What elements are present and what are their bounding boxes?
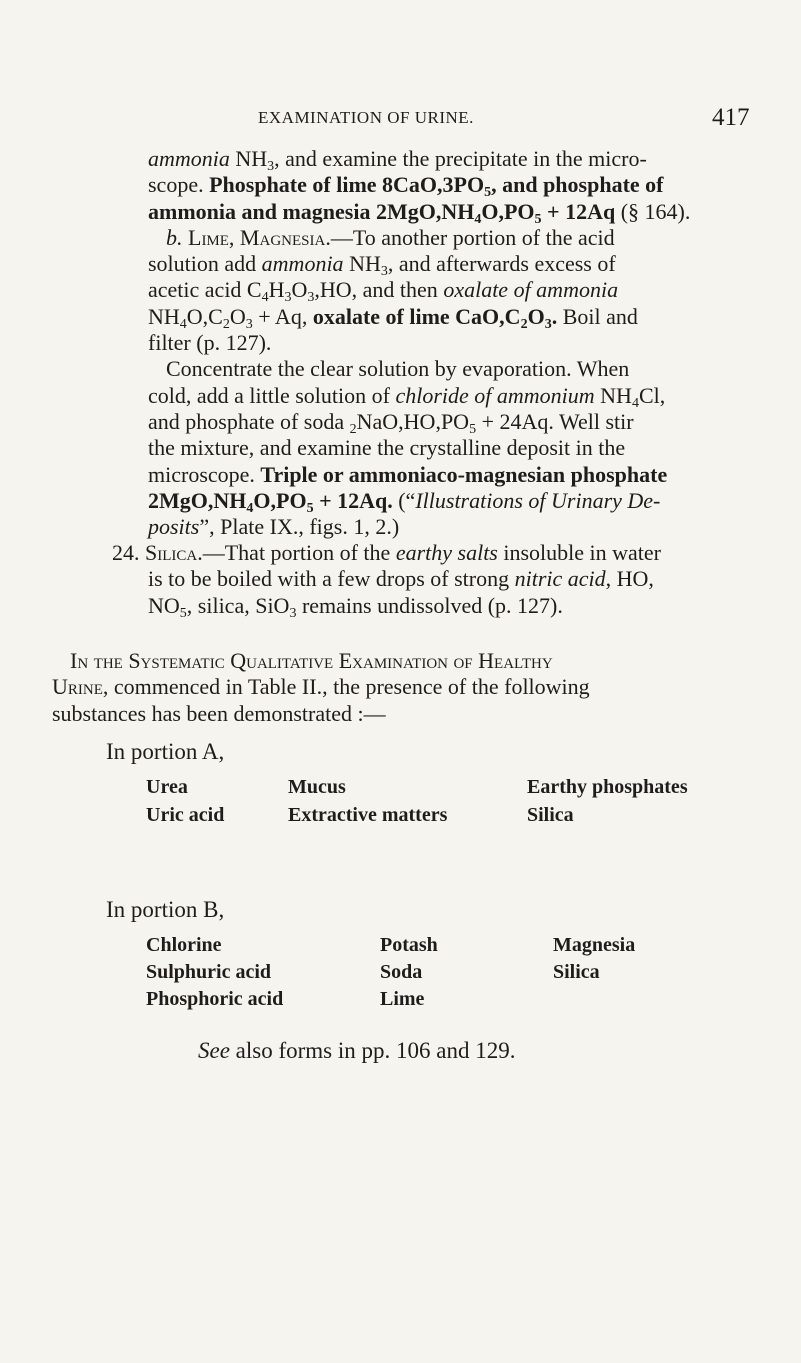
text-line: ammonia and magnesia $2MgO,NH_4O,PO_5 + 12Aq$ (§ 164). (148, 198, 691, 227)
portion-b-cell: Magnesia (553, 934, 636, 956)
portion-a-cell: Silica (527, 804, 574, 826)
text-line: filter (p. 127). (148, 330, 272, 356)
text-line: Urine, commenced in Table II., the presence of the following (52, 674, 590, 700)
silica-paragraph (112, 540, 748, 621)
text-line: solution add ammonia $NH_3$, and afterwards excess of (148, 251, 616, 280)
text-line: $NO_5$, silica, SiO$_3$ remains undissolved (p. 127). (148, 592, 563, 621)
page-header (0, 104, 801, 134)
running-head: EXAMINATION OF URINE. (258, 108, 474, 127)
text-line: the mixture, and examine the crystalline deposit in the (148, 435, 626, 461)
summary-paragraph (52, 648, 748, 727)
text-line: is to be boiled with a few drops of strong nitric acid, HO, (148, 566, 654, 592)
portion-a-cell: Urea (146, 776, 188, 798)
text-line: substances has been demonstrated :— (52, 700, 386, 726)
portion-b-cell: Silica (553, 961, 600, 983)
portion-a-cell: Earthy phosphates (527, 776, 688, 798)
portion-b-cell: Sulphuric acid (146, 961, 272, 983)
note-text: also forms in pp. 106 and 129. (229, 1038, 516, 1063)
text-fragment: $NH_3$, and examine the precipitate in the micro- (235, 146, 647, 174)
text-line: microscope. Triple or ammoniaco-magnesian phosphate (148, 461, 668, 487)
text-line (148, 146, 748, 172)
text-line: cold, add a little solution of chloride of ammonium $NH_4Cl$, (148, 382, 666, 411)
text-line: b. Lime, Magnesia.—To another portion of the acid (166, 224, 615, 250)
term-ammonia: ammonia (148, 146, 230, 171)
text-line: acetic acid $C_4H_3O_3,HO$, and then oxalate of ammonia (148, 277, 619, 306)
text-line: and phosphate of soda $_2NaO,HO,PO_5 + 24Aq$. Well stir (148, 408, 634, 437)
ammonia-paragraph (148, 146, 748, 540)
portion-a-label: In portion A, (106, 739, 225, 764)
text-line: Concentrate the clear solution by evaporation. When (166, 356, 630, 382)
text-line: 24. Silica.—That portion of the earthy salts insoluble in water (112, 540, 662, 565)
text-line: $2MgO,NH_4O,PO_5 + 12Aq$. (“Illustrations of Urinary De- (148, 487, 661, 516)
portion-b-cell: Potash (380, 934, 438, 956)
portion-b-label: In portion B, (106, 897, 225, 922)
portion-a-cell: Extractive matters (288, 804, 448, 826)
page-number: 417 (712, 104, 750, 131)
portion-b-cell: Phosphoric acid (146, 988, 284, 1010)
cross-reference-note (198, 1038, 515, 1064)
text-line: $NH_4O,C_2O_3 + Aq$, oxalate of lime $CaO,C_2O_3$. Boil and (148, 303, 638, 332)
portion-b-cell: Lime (380, 988, 425, 1010)
see-word: See (198, 1038, 230, 1063)
portion-a-cell: Mucus (288, 776, 346, 798)
text-line: posits”, Plate IX., figs. 1, 2.) (148, 514, 400, 540)
portion-b-cell: Soda (380, 961, 423, 983)
text-line: scope. Phosphate of lime $8CaO,3PO_5$, and phosphate of (148, 172, 664, 201)
portion-a-cell: Uric acid (146, 804, 225, 826)
portion-b-cell: Chlorine (146, 934, 222, 956)
text-line: In the Systematic Qualitative Examination of Healthy (70, 648, 553, 673)
